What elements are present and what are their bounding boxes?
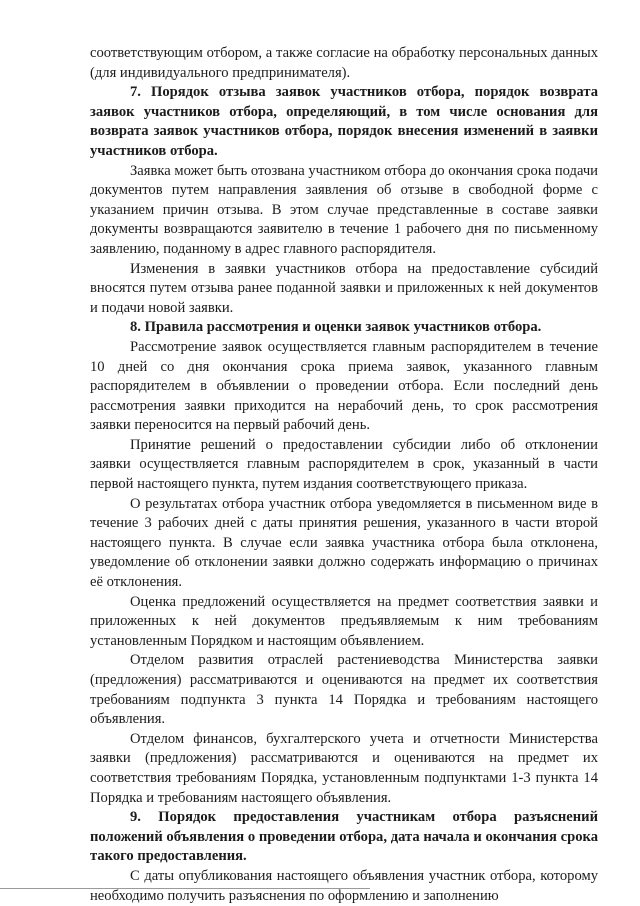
paragraph-clarifications: С даты опубликования настоящего объявления участник отбора, которому необходимо получить разъяснения по оформлению и заполнению [90, 867, 598, 904]
section-8-heading: 8. Правила рассмотрения и оценки заявок участников отбора. [130, 319, 542, 336]
paragraph-notification: О результатах отбора участник отбора уведомляется в письменном виде в течение 3 рабочих дней с даты принятия решения, указанного в части второй настоящего пункта. В случае если заявка участника отбора была отклонена, уведомление об отклонении заявки должно содержать информацию о причинах её отклонения. [90, 495, 598, 591]
section-7-heading: 7. Порядок отзыва заявок участников отбора, порядок возврата заявок участников отбора, определяющий, в том числе основания для возврата заявок участников отбора, порядок внесения изменений в заявки участников отбора. [90, 84, 598, 159]
section-9-heading: 9. Порядок предоставления участникам отбора разъяснений положений объявления о проведении отбора, дата начала и окончания срока такого предоставления. [90, 809, 598, 865]
paragraph-review-terms: Рассмотрение заявок осуществляется главным распорядителем в течение 10 дней со дня окончания срока приема заявок, указанного главным распорядителем в объявлении о проведении отбора. Если последний день рассмотрения заявки приходится на нерабочий день, то срок рассмотрения заявки переносится на первый рабочий день. [90, 338, 598, 434]
paragraph-finance-department: Отделом финансов, бухгалтерского учета и отчетности Министерства заявки (предложения) рассматриваются и оцениваются на предмет их соответствия требованиям Порядка, установленным подпунктами 1-3 пункта 14 Порядка и требованиям настоящего объявления. [90, 730, 598, 806]
paragraph-evaluation: Оценка предложений осуществляется на предмет соответствия заявки и приложенных к ней документов предъявляемым к ним требованиям установленным Порядком и настоящим объявлением. [90, 593, 598, 649]
paragraph-withdrawal: Заявка может быть отозвана участником отбора до окончания срока подачи документов путем направления заявления об отзыве в свободной форме с указанием причин отзыва. В этом случае представленные в составе заявки документы возвращаются заявителю в течение 1 рабочего дня по письменному заявлению, поданному в адрес главного распорядителя. [90, 162, 598, 257]
paragraph-crop-department: Отделом развития отраслей растениеводства Министерства заявки (предложения) рассматриваются и оцениваются на предмет их соответствия требованиям подпункта 3 пункта 14 Порядка и требованиям настоящего объявления. [90, 652, 598, 728]
paragraph-decision: Принятие решений о предоставлении субсидии либо об отклонении заявки осуществляется главным распорядителем в срок, указанный в части первой настоящего пункта, путем издания соответствующего приказа. [90, 436, 598, 493]
paragraph-continuation: соответствующим отбором, а также согласие на обработку персональных данных (для индивидуального предпринимателя). [90, 45, 598, 81]
bottom-divider [0, 888, 370, 889]
paragraph-changes: Изменения в заявки участников отбора на предоставление субсидий вносятся путем отзыва ранее поданной заявки и приложенных к ней документов и подачи новой заявки. [90, 260, 598, 316]
